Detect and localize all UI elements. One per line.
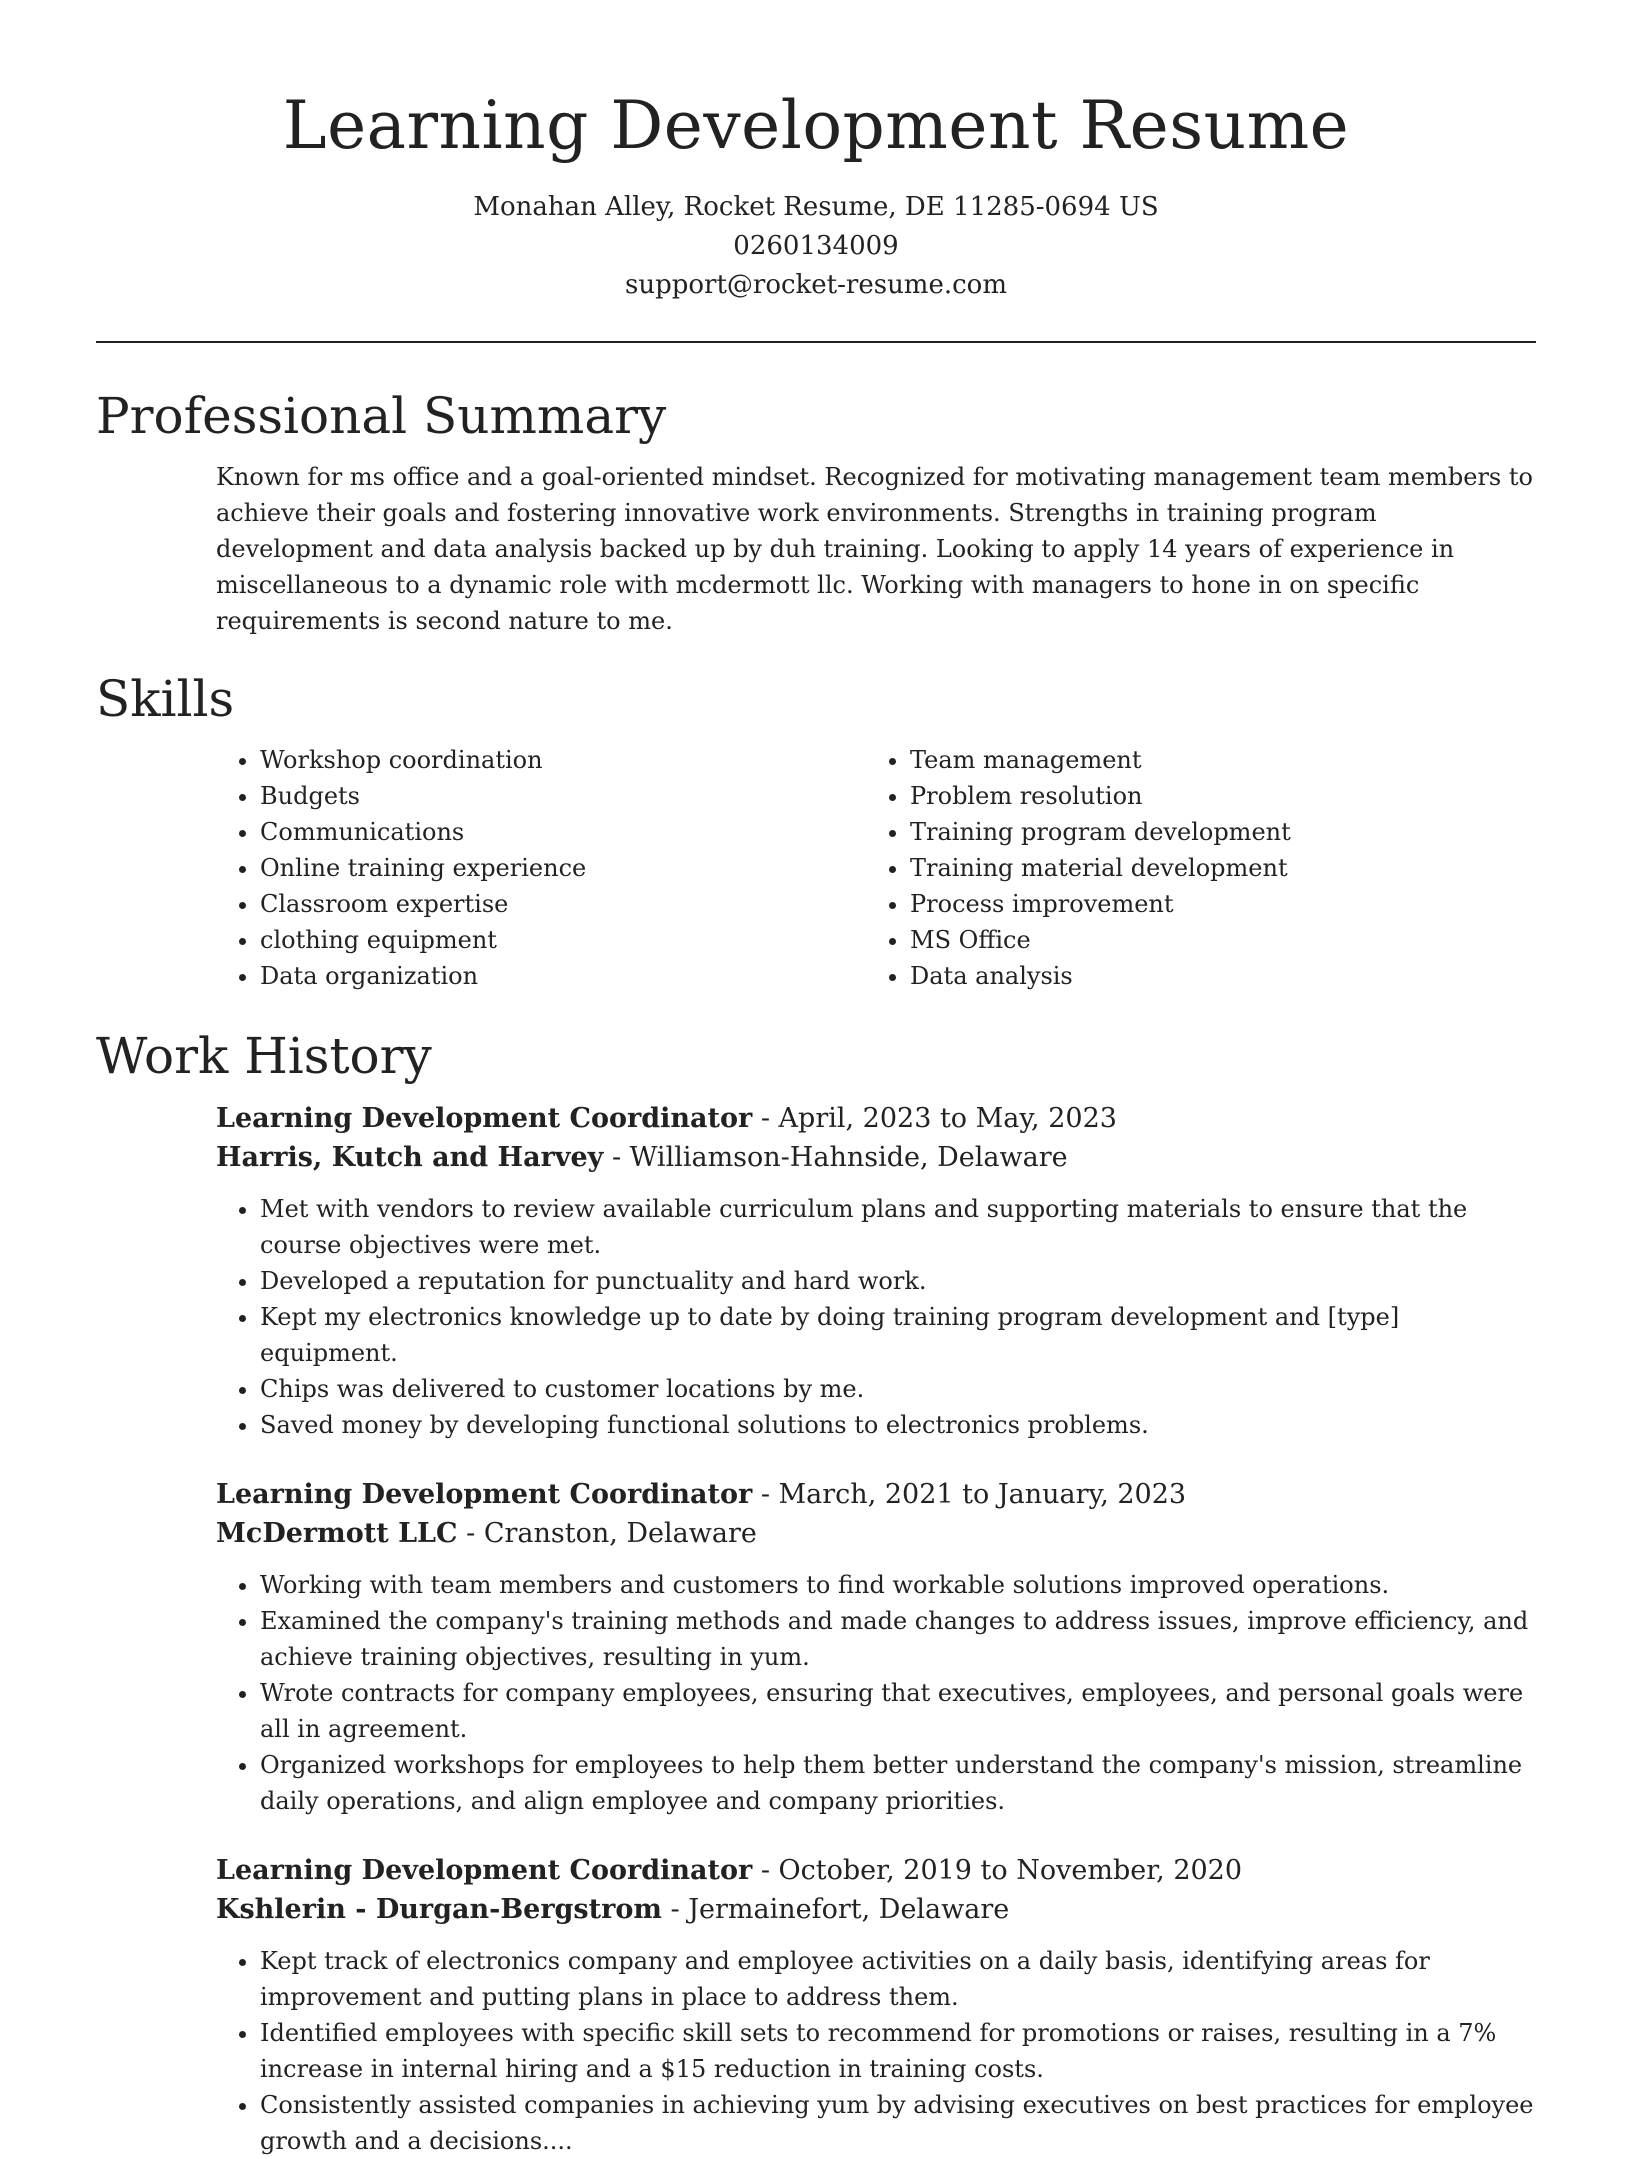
skill-item: • Team management [910,742,1516,778]
job-separator: - [752,1479,779,1510]
job-title: Learning Development Coordinator [216,1103,753,1134]
work-history-section [96,1021,1536,2159]
job-entry [216,1475,1536,1819]
skill-item: • Data analysis [910,958,1516,994]
skill-item: • Problem resolution [910,778,1516,814]
job-company-line [216,1890,1536,1929]
job-entry [216,1099,1536,1443]
job-title-line [216,1099,1536,1138]
job-bullet-list [216,1191,1536,1443]
skill-item: • Training program development [910,814,1516,850]
job-bullet: • Working with team members and customers to find workable solutions improved operations. [260,1567,1536,1603]
summary-title: Professional Summary [96,387,667,445]
job-company-line [216,1514,1536,1553]
job-bullet: • Chips was delivered to customer locations by me. [260,1371,1536,1407]
job-entry [216,1851,1536,2159]
skill-item: • Budgets [260,778,866,814]
job-bullet-list [216,1567,1536,1819]
job-separator: - [752,1103,779,1134]
skill-item: • Online training experience [260,850,866,886]
skill-item: • Training material development [910,850,1516,886]
contact-address: Monahan Alley, Rocket Resume, DE 11285-0694 US [473,192,1159,222]
skills-title: Skills [96,670,235,728]
job-company: Kshlerin - Durgan-Bergstrom [216,1894,662,1925]
job-company-line [216,1138,1536,1177]
resume-name: Learning Development Resume [282,87,1350,164]
header-divider [96,341,1536,343]
job-title-line [216,1851,1536,1890]
skills-list-right [866,742,1516,994]
skill-item: • Process improvement [910,886,1516,922]
job-bullet: • Met with vendors to review available curriculum plans and supporting materials to ensure that the course objectives were met. [260,1191,1536,1263]
job-bullet: • Developed a reputation for punctuality and hard work. [260,1263,1536,1299]
job-location: Williamson-Hahnside, Delaware [629,1142,1068,1173]
skills-section [96,664,1536,994]
job-separator: - [752,1855,779,1886]
job-bullet: • Identified employees with specific skill sets to recommend for promotions or raises, resulting in a 7% increase in internal hiring and a $15 reduction in training costs. [260,2015,1536,2087]
summary-text: Known for ms office and a goal-oriented mindset. Recognized for motivating management team members to achieve their goals and fostering innovative work environments. Strengths in training program development and data analysis backed up by duh training. Looking to apply 14 years of experience in miscellaneous to a dynamic role with mcdermott llc. Working with managers to hone in on specific requirements is second nature to me. [216,463,1533,635]
skills-list-left [216,742,866,994]
skill-item: • Classroom expertise [260,886,866,922]
skill-item: • Workshop coordination [260,742,866,778]
skill-item: • Data organization [260,958,866,994]
skill-item: • MS Office [910,922,1516,958]
resume-header [96,78,1536,305]
contact-phone: 0260134009 [733,231,899,261]
skill-item: • clothing equipment [260,922,866,958]
job-bullet: • Kept my electronics knowledge up to date by doing training program development and [type] equipment. [260,1299,1536,1371]
job-bullet-list [216,1943,1536,2159]
skill-item: • Communications [260,814,866,850]
job-title: Learning Development Coordinator [216,1479,753,1510]
job-bullet: • Consistently assisted companies in achieving yum by advising executives on best practices for employee growth and a decisions.... [260,2087,1536,2159]
job-dates: March, 2021 to January, 2023 [778,1479,1187,1510]
job-location: Jermainefort, Delaware [688,1894,1010,1925]
job-bullet: • Saved money by developing functional solutions to electronics problems. [260,1407,1536,1443]
skills-grid [216,742,1536,994]
work-history-title: Work History [96,1027,432,1085]
summary-section [96,381,1536,639]
job-bullet: • Examined the company's training methods and made changes to address issues, improve efficiency, and achieve training objectives, resulting in yum. [260,1603,1536,1675]
job-location: Cranston, Delaware [483,1518,757,1549]
job-company: McDermott LLC [216,1518,458,1549]
job-separator: - [603,1142,630,1173]
job-separator: - [661,1894,689,1925]
job-company: Harris, Kutch and Harvey [216,1142,604,1173]
job-separator: - [457,1518,484,1549]
contact-email: support@rocket-resume.com [624,270,1007,300]
job-title: Learning Development Coordinator [216,1855,753,1886]
job-dates: October, 2019 to November, 2020 [778,1855,1243,1886]
job-bullet: • Kept track of electronics company and employee activities on a daily basis, identifying areas for improvement and putting plans in place to address them. [260,1943,1536,2015]
contact-block [96,188,1536,305]
job-title-line [216,1475,1536,1514]
job-dates: April, 2023 to May, 2023 [778,1103,1117,1134]
job-bullet: • Organized workshops for employees to help them better understand the company's mission, streamline daily operations, and align employee and company priorities. [260,1747,1536,1819]
job-bullet: • Wrote contracts for company employees, ensuring that executives, employees, and personal goals were all in agreement. [260,1675,1536,1747]
